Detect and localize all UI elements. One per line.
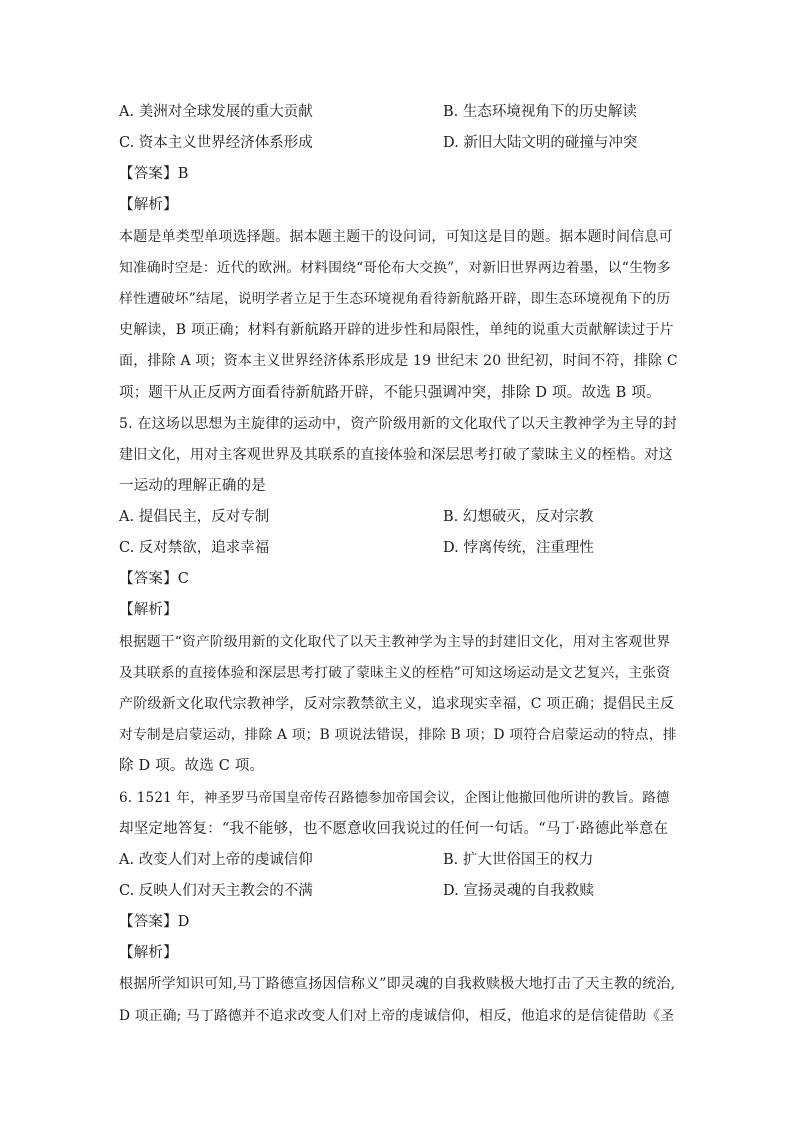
q5-option-d: D. 悖离传统，注重理性 (443, 540, 594, 556)
q5-option-c: C. 反对禁欲，追求幸福 (119, 540, 270, 556)
q5-option-row-1 (119, 507, 679, 527)
q5-stem-line: 建旧文化，用对主客观世界及其联系的直接体验和深层思考打破了蒙昧主义的桎梏。对这 (119, 447, 673, 463)
q4-option-d: D. 新旧大陆文明的碰撞与冲突 (443, 135, 638, 151)
q4-analysis-line: 本题是单类型单项选择题。据本题主题干的设问词，可知这是目的题。据本题时间信息可 (119, 229, 673, 245)
q4-analysis-label: 【解析】 (119, 197, 178, 213)
q6-stem-line: 却坚定地答复：“我不能够，也不愿意收回我说过的任何一句话。“马丁·路德此举意在 (119, 821, 669, 837)
q6-option-d: D. 宣扬灵魂的自我救赎 (443, 883, 594, 899)
q6-answer: 【答案】D (119, 914, 190, 930)
q5-analysis-line: 及其联系的直接体验和深层思考打破了蒙昧主义的桎梏”可知这场运动是文艺复兴，主张资 (119, 665, 671, 681)
q4-analysis-line: 项；题干从正反两方面看待新航路开辟，不能只强调冲突，排除 D 项。故选 B 项。 (119, 385, 661, 401)
q5-option-row-2 (119, 538, 679, 558)
q6-option-row-2 (119, 881, 679, 901)
q6-stem-line: 6. 1521 年，神圣罗马帝国皇帝传召路德参加帝国会议，企图让他撤回他所讲的教旨。路德 (119, 790, 670, 806)
q4-analysis-line: 样性遭破坏”结尾，说明学者立足于生态环境视角看待新航路开辟，即生态环境视角下的历 (119, 291, 671, 307)
q5-option-a: A. 提倡民主，反对专制 (119, 509, 270, 525)
q5-analysis-line: 根据题干“资产阶级用新的文化取代了以天主教神学为主导的封建旧文化，用对主客观世界 (119, 634, 671, 650)
q5-analysis-line: 对专制是启蒙运动，排除 A 项；B 项说法错误，排除 B 项；D 项符合启蒙运动的特点，排 (119, 727, 677, 743)
q6-analysis-line: D 项正确; 马丁路德并不追求改变人们对上帝的虔诚信仰，相反，他追求的是信徒借助《圣 (119, 1008, 675, 1024)
q4-option-b: B. 生态环境视角下的历史解读 (443, 104, 637, 120)
q5-stem-line: 5. 在这场以思想为主旋律的运动中，资产阶级用新的文化取代了以天主教神学为主导的封 (119, 416, 678, 432)
q5-analysis-line: 除 D 项。故选 C 项。 (119, 758, 265, 774)
q4-option-row-2 (119, 133, 679, 153)
q6-option-row-1 (119, 850, 679, 870)
q6-analysis-line: 根据所学知识可知,马丁路德宣扬因信称义”即灵魂的自我救赎极大地打击了天主教的统治, (119, 976, 676, 992)
q5-analysis-label: 【解析】 (119, 602, 178, 618)
q6-option-a: A. 改变人们对上帝的虔诚信仰 (119, 852, 313, 868)
q6-option-b: B. 扩大世俗国王的权力 (443, 852, 594, 868)
q6-analysis-label: 【解析】 (119, 945, 178, 961)
q5-analysis-line: 产阶级新文化取代宗教神学，反对宗教禁欲主义，追求现实幸福，C 项正确；提倡民主反 (119, 696, 675, 712)
q4-option-row-1 (119, 102, 679, 122)
q4-analysis-line: 知准确时空是：近代的欧洲。材料围绕“哥伦布大交换”，对新旧世界两边着墨，以“生物多 (119, 260, 671, 276)
q5-answer: 【答案】C (119, 571, 190, 587)
q6-option-c: C. 反映人们对天主教会的不满 (119, 883, 313, 899)
q4-option-a: A. 美洲对全球发展的重大贡献 (119, 104, 313, 120)
q5-stem-line: 一运动的理解正确的是 (119, 478, 266, 494)
q5-option-b: B. 幻想破灭，反对宗教 (443, 509, 594, 525)
q4-analysis-line: 面，排除 A 项；资本主义世界经济体系形成是 19 世纪末 20 世纪初，时间不符，排除 C (119, 353, 678, 369)
q4-option-c: C. 资本主义世界经济体系形成 (119, 135, 313, 151)
q4-analysis-line: 史解读，B 项正确；材料有新航路开辟的进步性和局限性，单纯的说重大贡献解读过于片 (119, 322, 674, 338)
q4-answer: 【答案】B (119, 166, 189, 182)
